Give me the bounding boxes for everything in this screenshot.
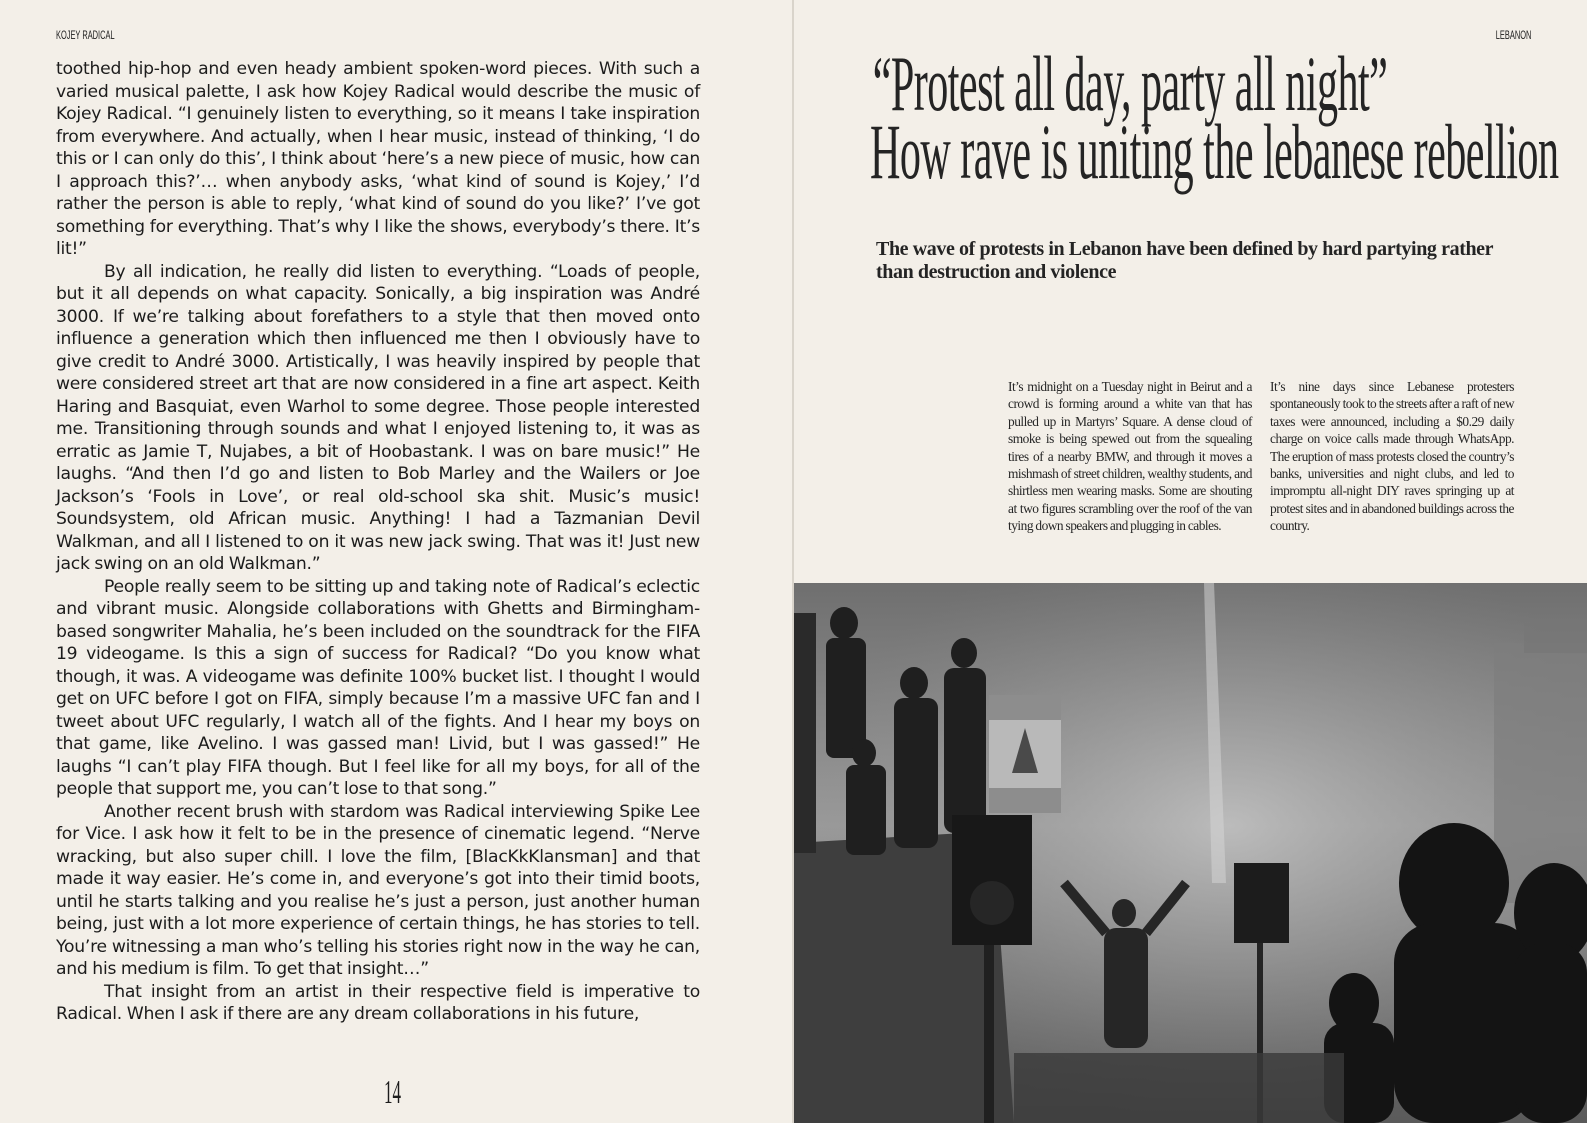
paragraph-1: toothed hip-hop and even heady ambient spoken-word pieces. With such a varied musical palette, I ask how Kojey Radical would describe the music of Kojey Radical. “I genuinely listen to everything, so it means I take inspiration from everywhere. And actually, when I hear music, instead of thinking, ‘I do this or I can only do this’, I think about ‘here’s a new piece of music, how can I approach this?’… when anybody asks, ‘what kind of sound is Kojey,’ I’d rather the person is able to reply, ‘what kind of sound do you like?’ I’ve got something for everything. That’s why I like the shows, everybody’s there. It’s lit!” bbox=[56, 59, 700, 259]
headline-line-2: How rave is uniting the lebanese rebellion bbox=[870, 108, 1559, 195]
standfirst: The wave of protests in Lebanon have been defined by hard partying rather than destruction and violence bbox=[876, 238, 1493, 283]
protest-rave-photo bbox=[794, 583, 1587, 1123]
paragraph-3: People really seem to be sitting up and taking note of Radical’s eclectic and vibrant music. Alongside collaborations with Ghetts and Birmingham-based songwriter Mahalia, he’s been included on the soundtrack for the FIFA 19 videogame. Is this a sign of success for Radical? “Do you know what though, it was. A videogame was definite 100% bucket list. I thought I would get on UFC before I got on FIFA, simply because I’m a massive UFC fan and I tweet about UFC regularly, I watch all of the fights. And I hear my boys on that game, like Avelino. I was gassed man! Livid, but I was gassed!” He laughs “I can’t play FIFA though. But I feel like for all my boys, for all of the people that support me, you can’t lose to that song.” bbox=[56, 576, 700, 799]
running-head-right: LEBANON bbox=[1495, 28, 1531, 42]
left-page bbox=[0, 0, 793, 1123]
paragraph-5: That insight from an artist in their respective field is imperative to Radical. When I ask if there are any dream collaborations in his future, bbox=[56, 981, 700, 1024]
headline bbox=[870, 40, 1559, 195]
page-number: 14 bbox=[384, 1074, 401, 1111]
article-body bbox=[56, 58, 700, 1026]
paragraph-2: By all indication, he really did listen to everything. “Loads of people, but it all depends on what capacity. Sonically, a big inspiration was André 3000. If we’re talking about forefathers to a style that then moved onto influence a generation which then influenced me then I obviously have to give credit to André 3000. Artistically, I was heavily inspired by people that were considered street art that are now considered in a fine art aspect. Keith Haring and Basquiat, even Warhol to some degree. Those people interested me. Transitioning through sounds and what I enjoyed listening to, it was as erratic as Jamie T, Nujabes, a bit of Hoobastank. I was on bare music!” He laughs. “And then I’d go and listen to Bob Marley and the Wailers or Joe Jackson’s ‘Fools in Love’, or real old-school ska shit. Music’s music! Soundsystem, old African music. Anything! I had a Tazmanian Devil Walkman, and all I listened to on it was new jack swing. That was it! Just new jack swing on an old Walkman.” bbox=[56, 261, 700, 574]
running-head-left: KOJEY RADICAL bbox=[56, 28, 115, 42]
photo-illustration bbox=[794, 583, 1587, 1123]
paragraph-4: Another recent brush with stardom was Radical interviewing Spike Lee for Vice. I ask how it felt to be in the presence of cinematic legend. “Nerve wracking, but also super chill. I love the film, [BlacKkKlansman] and that made it way easier. He’s come in, and everyone’s got into their timid boots, until he starts talking and you realise he’s just a person, just another human being, just with a lot more experience of certain things, he has stories to tell. You’re witnessing a man who’s telling his stories right now in the way he can, and his medium is film. To get that insight…” bbox=[56, 801, 700, 979]
article-column-1: It’s midnight on a Tuesday night in Beirut and a crowd is forming around a white van that has pulled up in Martyrs’ Square. A dense cloud of smoke is being spewed out from the squealing tires of a nearby BMW, and through it moves a mishmash of street children, wealthy students, and shirtless men wearing masks. Some are shouting at two figures scrambling over the roof of the van tying down speakers and plugging in cables. bbox=[1008, 379, 1252, 534]
article-column-2: It’s nine days since Lebanese protesters spontaneously took to the streets after a raft of new taxes were announced, including a $0.29 daily charge on voice calls made through WhatsApp. The eruption of mass protests closed the country’s banks, universities and night clubs, and led to impromptu all-night DIY raves springing up at protest sites and in abandoned buildings across the country. bbox=[1270, 379, 1514, 534]
headline-line-1: “Protest all day, party all night” bbox=[872, 40, 1388, 127]
